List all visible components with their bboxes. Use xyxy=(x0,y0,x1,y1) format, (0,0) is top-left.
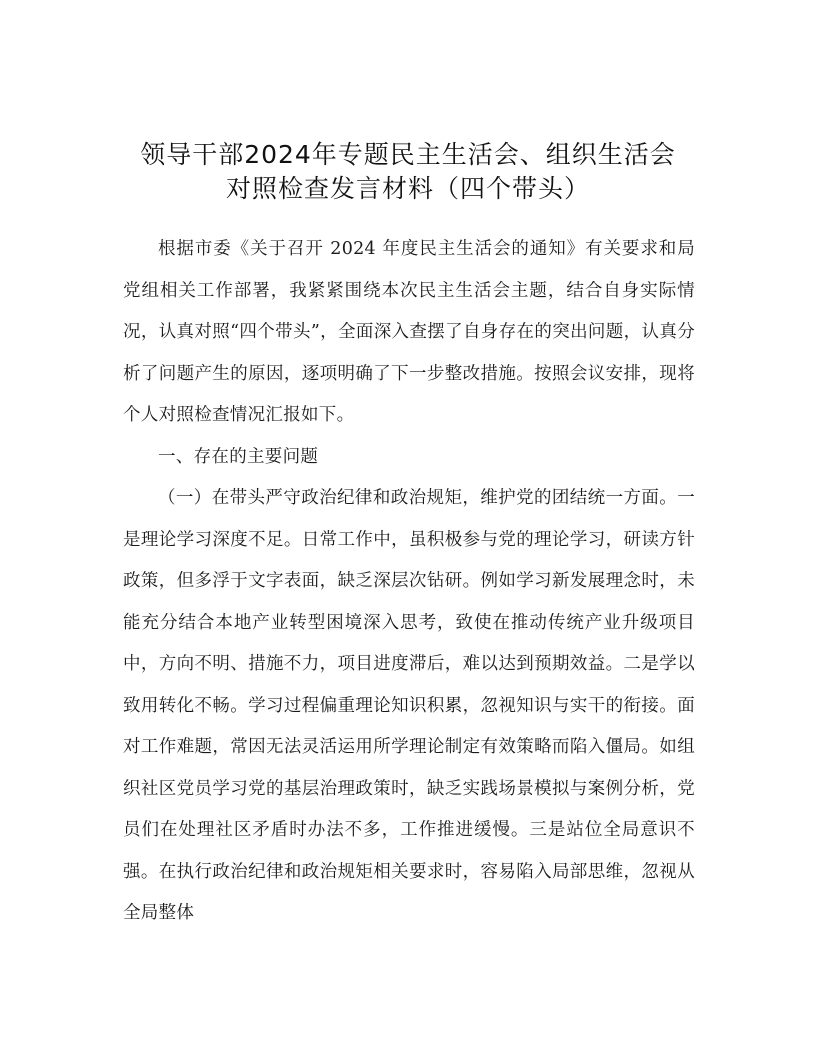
document-title xyxy=(110,138,706,206)
section-heading: 一、存在的主要问题 xyxy=(158,446,319,467)
section-paragraph: （一）在带头严守政治纪律和政治规矩，维护党的团结统一方面。一是理论学习深度不足。日常工作中，虽积极参与党的理论学习，研读方针政策，但多浮于文字表面，缺乏深层次钻研。例如学习新发展理念时，未能充分结合本地产业转型困境深入思考，致使在推动传统产业升级项目中，方向不明、措施不力，项目进度滞后，难以达到预期效益。二是学以致用转化不畅。学习过程偏重理论知识积累，忽视知识与实干的衔接。面对工作难题，常因无法灵活运用所学理论制定有效策略而陷入僵局。如组织社区党员学习党的基层治理政策时，缺乏实践场景模拟与案例分析，党员们在处理社区矛盾时办法不多，工作推进缓慢。三是站位全局意识不强。在执行政治纪律和政治规矩相关要求时，容易陷入局部思维，忽视从全局整体 xyxy=(123,488,695,923)
document-body xyxy=(123,229,695,935)
title-line-1: 领导干部2024年专题民主生活会、组织生活会 xyxy=(140,140,676,169)
intro-paragraph: 根据市委《关于召开 2024 年度民主生活会的通知》有关要求和局党组相关工作部署，我紧紧围绕本次民主生活会主题，结合自身实际情况，认真对照“四个带头”，全面深入查摆了自身存在的突出问题，认真分析了问题产生的原因，逐项明确了下一步整改措施。按照会议安排，现将个人对照检查情况汇报如下。 xyxy=(123,239,695,425)
title-line-2: 对照检查发言材料（四个带头） xyxy=(225,174,590,203)
